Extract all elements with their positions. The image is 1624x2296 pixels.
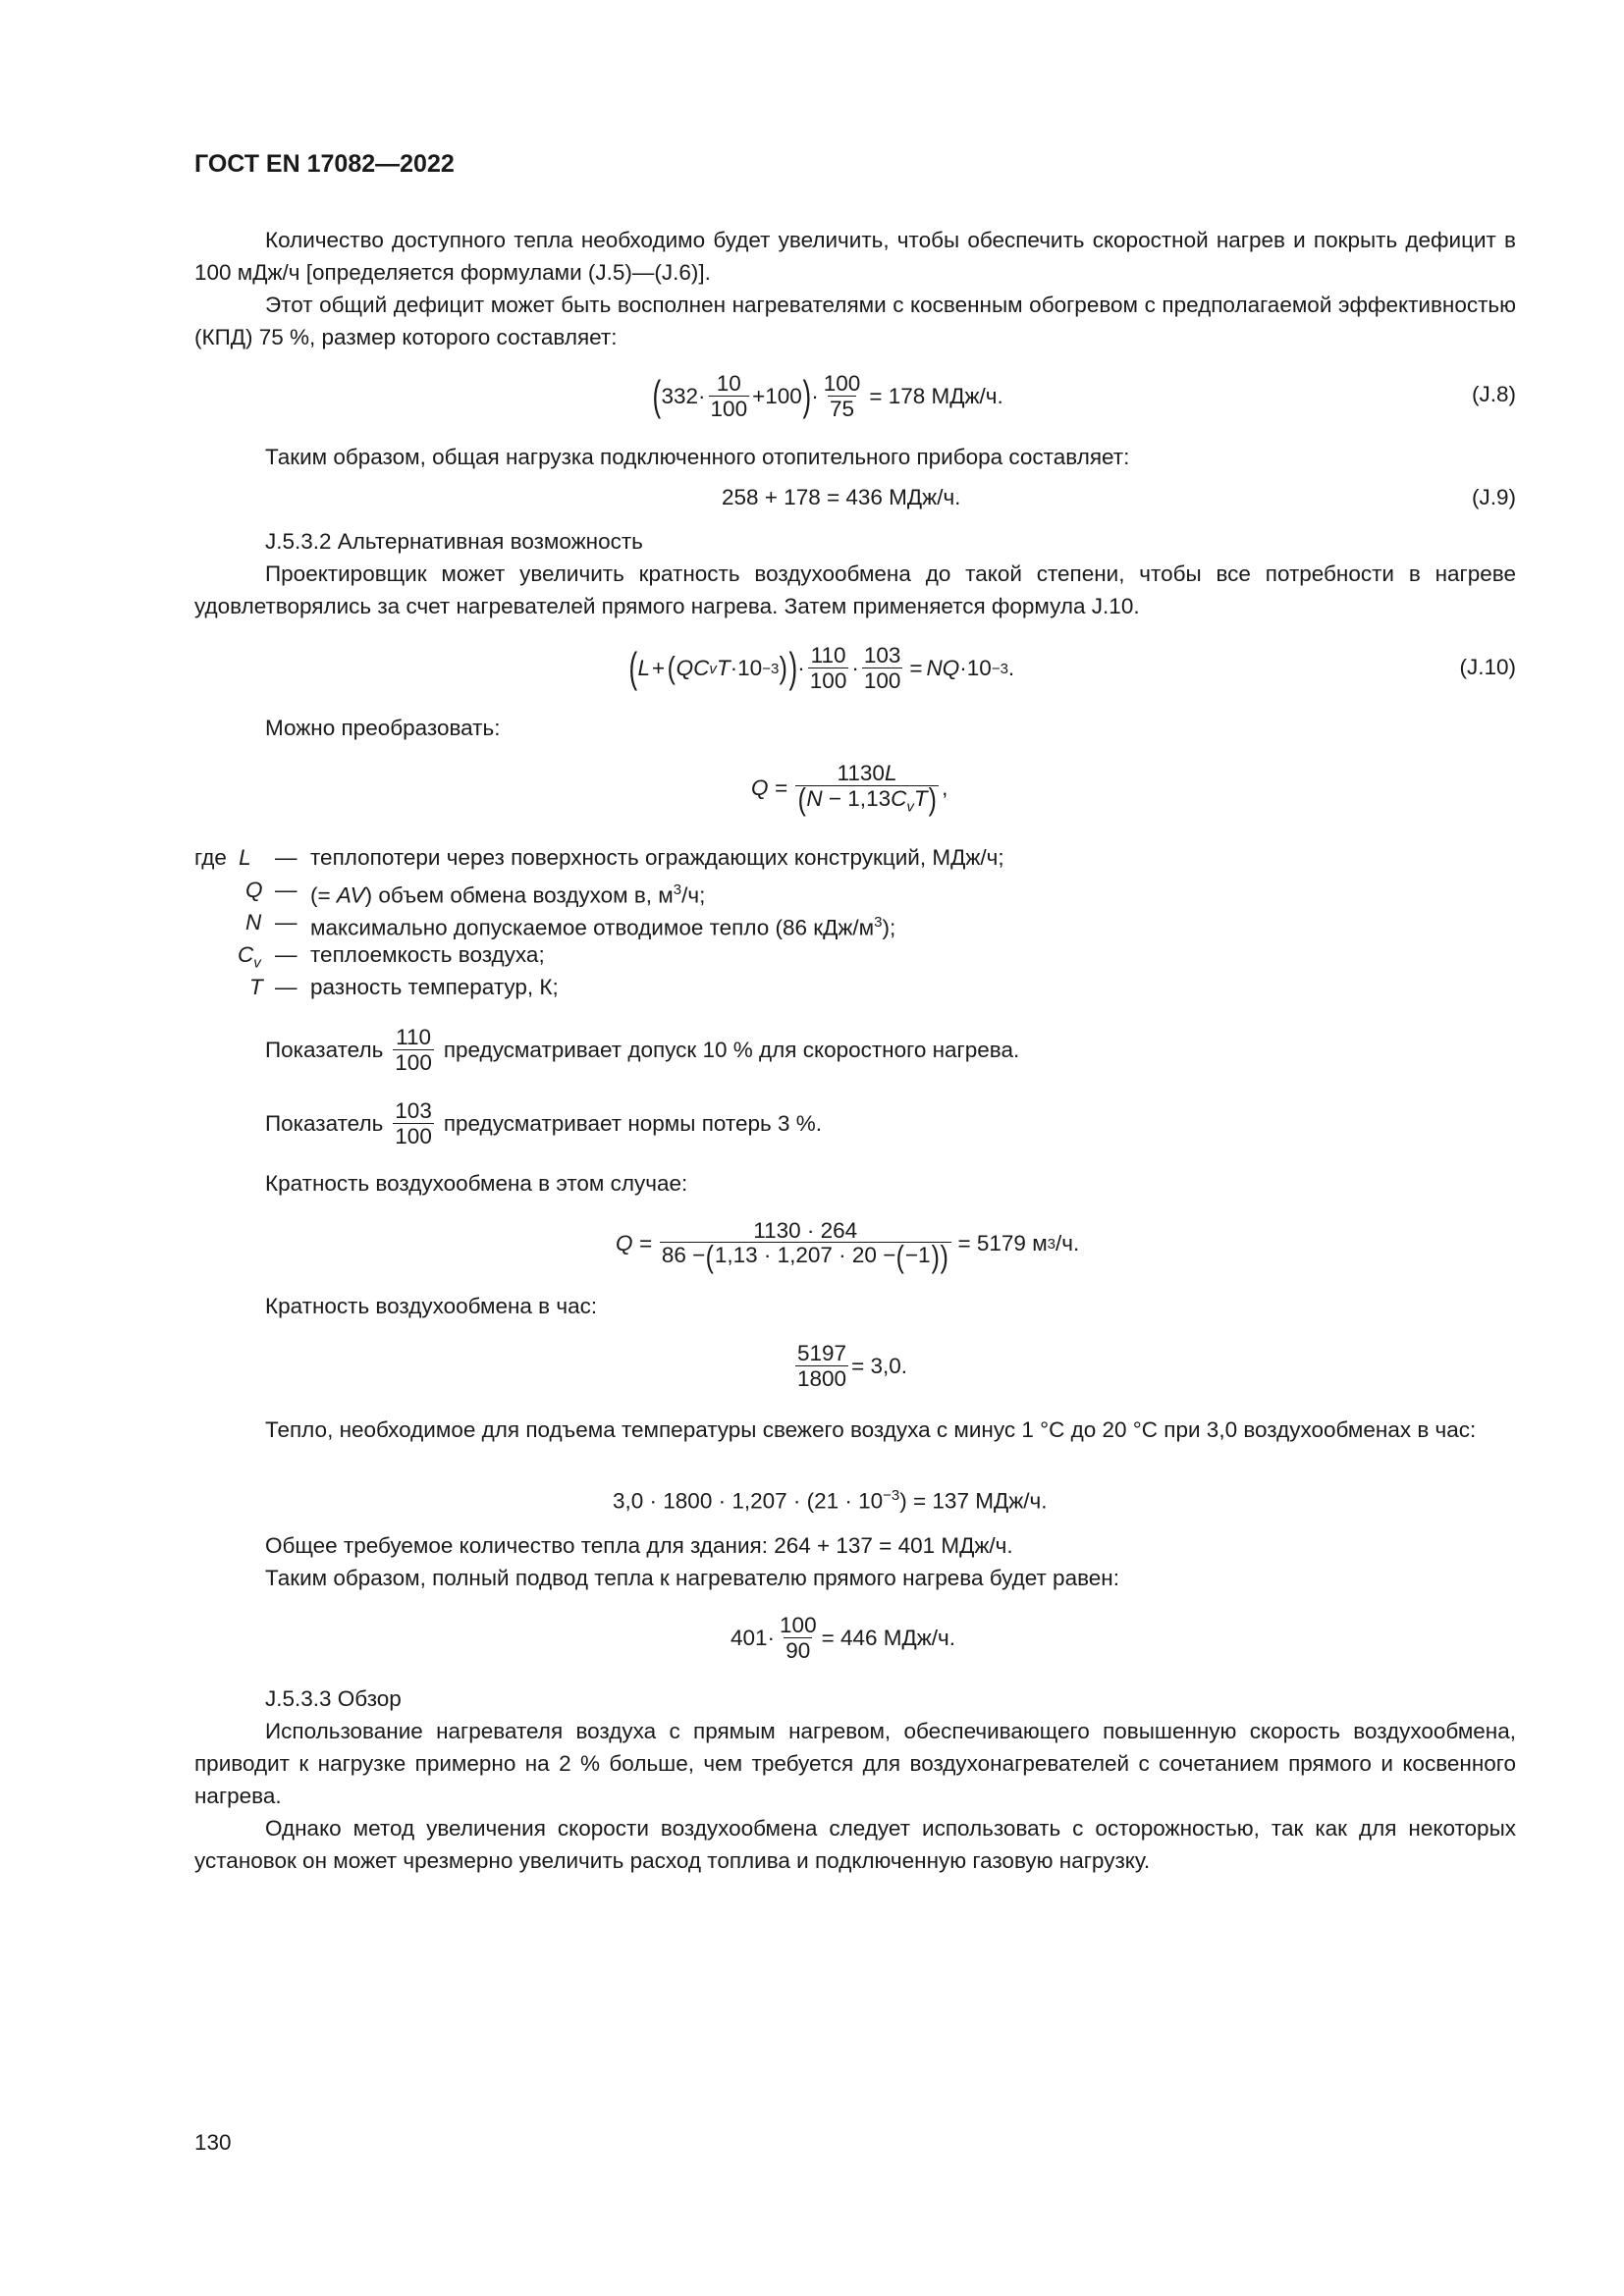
eqQ-lhs: Q = bbox=[751, 775, 787, 800]
eqHeat-sup: −3 bbox=[883, 1487, 900, 1504]
definition-L bbox=[194, 841, 1004, 874]
equation-j9: 258 + 178 = 436 МДж/ч. bbox=[722, 485, 961, 509]
def-AV: AV bbox=[336, 882, 365, 908]
eqH-result: = 3,0. bbox=[851, 1354, 907, 1378]
def-symbol: L bbox=[239, 845, 251, 870]
paren-open: ( bbox=[667, 650, 677, 685]
equation-number-j10: (J.10) bbox=[1459, 655, 1516, 679]
eq10-L: L bbox=[637, 656, 651, 680]
paren-open: ( bbox=[705, 1239, 715, 1274]
eq10-dot: · bbox=[851, 656, 859, 680]
indicator-103 bbox=[265, 1091, 822, 1157]
paren-close: ) bbox=[940, 1239, 948, 1274]
eqQ2-den-a: 86 − bbox=[661, 1243, 706, 1268]
eqQ-num-L: L bbox=[884, 761, 897, 786]
def-text-part: ) объем обмена воздухом в, м bbox=[364, 882, 674, 908]
paragraph-transform: Можно преобразовать: bbox=[265, 716, 501, 740]
paragraph-total-required: Общее требуемое количество тепла для здания: 264 + 137 = 401 МДж/ч. bbox=[265, 1533, 1013, 1558]
paragraph-heat-fresh-air: Тепло, необходимое для подъема температуры свежего воздуха с минус 1 °С до 20 °С при 3,0 воздухообменах в час: bbox=[265, 1417, 1477, 1442]
eqQ2-sup: 3 bbox=[1047, 1235, 1056, 1253]
paragraph-direct-heater: Использование нагревателя воздуха с прямым нагревом, обеспечивающего повышенную скорость воздухообмена, приводит к нагрузке примерно на 2 % больше, чем требуется для воздухонагревателей с сочетанием прямого и косвенного нагрева. bbox=[194, 1719, 1516, 1808]
def-symbol: T bbox=[249, 975, 263, 999]
equation-q-value bbox=[616, 1208, 1079, 1279]
def-text: теплопотери через поверхность ограждающих конструкций, МДж/ч; bbox=[310, 845, 1004, 870]
fraction bbox=[709, 372, 750, 420]
eq10-rhs-exp: −3 bbox=[991, 660, 1008, 677]
fraction bbox=[778, 1614, 819, 1662]
paragraph-designer: Проектировщик может увеличить кратность воздухообмена до такой степени, чтобы все потребности в нагреве удовлетворялись за счет нагревателей прямого нагрева. Затем применяется формула J.10. bbox=[194, 561, 1516, 618]
page-number: 130 bbox=[194, 2130, 232, 2155]
eq10-equals: = bbox=[909, 656, 923, 680]
eqQ2-result: = 5179 м bbox=[957, 1231, 1048, 1255]
equation-hourly bbox=[792, 1332, 907, 1401]
denominator: 100 bbox=[395, 1124, 432, 1148]
def-symbol: N bbox=[245, 910, 262, 934]
indicator-text: предусматривает допуск 10 % для скоростного нагрева. bbox=[443, 1038, 1020, 1062]
indicator-text: предусматривает нормы потерь 3 %. bbox=[443, 1111, 822, 1136]
def-text: разность температур, К; bbox=[310, 975, 559, 999]
denominator: 90 bbox=[785, 1638, 811, 1663]
def-dash: — bbox=[275, 975, 298, 999]
eqQ-den-T: T bbox=[913, 785, 928, 811]
denominator: 100 bbox=[395, 1050, 432, 1075]
fraction bbox=[822, 372, 863, 420]
eqQ-den-v: v bbox=[906, 798, 914, 816]
where-label: где bbox=[194, 845, 227, 870]
def-sup: 3 bbox=[874, 914, 883, 931]
paren-close: ) bbox=[928, 781, 937, 817]
denominator: 100 bbox=[710, 397, 748, 421]
denominator: 1800 bbox=[797, 1366, 847, 1391]
indicator-label: Показатель bbox=[265, 1111, 384, 1136]
eqHeat-part: ) = 137 МДж/ч. bbox=[899, 1488, 1048, 1514]
numerator: 100 bbox=[823, 371, 861, 397]
def-text-part: ); bbox=[882, 915, 896, 940]
numerator: 110 bbox=[810, 643, 846, 668]
section-heading-j533: J.5.3.3 Обзор bbox=[265, 1686, 402, 1711]
def-sup: 3 bbox=[673, 881, 682, 898]
eq401-lhs: 401· bbox=[731, 1626, 776, 1650]
eqQ-den-C: C bbox=[891, 785, 907, 811]
paren-open: ( bbox=[895, 1239, 905, 1274]
eq10-exp: −3 bbox=[762, 660, 780, 677]
eq8-result: = 178 МДж/ч. bbox=[869, 384, 1003, 408]
equation-j10 bbox=[628, 636, 1014, 701]
equation-j8 bbox=[652, 364, 1003, 429]
numerator: 1130 · 264 bbox=[753, 1217, 858, 1243]
eqQ-num: 1130 bbox=[837, 761, 885, 786]
equation-401 bbox=[731, 1603, 955, 1674]
eq10-QC: QC bbox=[676, 656, 710, 680]
def-symbol-C: C bbox=[238, 942, 254, 967]
paren-close: ) bbox=[931, 1239, 940, 1274]
fraction bbox=[660, 1217, 951, 1274]
fraction bbox=[808, 644, 849, 692]
def-symbol-v: v bbox=[253, 954, 261, 972]
eq10-end: . bbox=[1007, 656, 1015, 680]
denominator bbox=[795, 781, 939, 817]
numerator: 10 bbox=[716, 371, 741, 397]
def-dash: — bbox=[275, 878, 298, 902]
eq10-tpow: ·10 bbox=[730, 656, 763, 680]
def-text-part: максимально допускаемое отводимое тепло (86 кДж/м bbox=[310, 915, 875, 940]
paren-close: ) bbox=[802, 372, 811, 419]
paragraph-rate-case: Кратность воздухообмена в этом случае: bbox=[265, 1171, 688, 1196]
paragraph-heat-increase: Количество доступного тепла необходимо будет увеличить, чтобы обеспечить скоростной нагрев и покрыть дефицит в 100 мДж/ч [определяется формулами (J.5)—(J.6)]. bbox=[194, 228, 1516, 285]
fraction bbox=[393, 1099, 434, 1148]
eq8-plus100: +100 bbox=[752, 384, 802, 408]
eqQ2-den-b: 1,13 · 1,207 · 20 − bbox=[714, 1243, 896, 1268]
paren-close: ) bbox=[779, 650, 788, 685]
equation-number-j9: (J.9) bbox=[1472, 485, 1516, 509]
eq10-dot: · bbox=[797, 656, 805, 680]
eqHeat-part: 3,0 · 1800 · 1,207 · (21 · 10 bbox=[613, 1488, 884, 1514]
equation-heat bbox=[613, 1487, 1047, 1515]
fraction bbox=[795, 762, 939, 815]
paren-open: ( bbox=[628, 644, 638, 691]
paragraph-rate-hour: Кратность воздухообмена в час: bbox=[265, 1294, 598, 1318]
def-text-part: /ч; bbox=[681, 882, 706, 908]
paren-open: ( bbox=[652, 372, 662, 419]
eq10-sub-v: v bbox=[709, 660, 717, 677]
paragraph-caution: Однако метод увеличения скорости воздухообмена следует использовать с осторожностью, так как для некоторых установок он может чрезмерно увеличить расход топлива и подключенную газовую нагрузку. bbox=[194, 1816, 1516, 1873]
numerator bbox=[836, 762, 899, 785]
eq8-332: 332· bbox=[661, 384, 706, 408]
fraction bbox=[795, 1342, 848, 1390]
fraction bbox=[862, 644, 903, 692]
denominator bbox=[660, 1239, 951, 1274]
paren-open: ( bbox=[797, 781, 806, 817]
equation-number-j8: (J.8) bbox=[1472, 382, 1516, 406]
eqQ-den-N: N bbox=[806, 785, 823, 811]
eq10-T: T bbox=[716, 656, 731, 680]
eq10-NQ: NQ bbox=[926, 656, 960, 680]
eqQ2-den-c: −1 bbox=[904, 1243, 931, 1268]
indicator-label: Показатель bbox=[265, 1038, 384, 1062]
equation-q-formula bbox=[751, 753, 947, 824]
paragraph-full-supply: Таким образом, полный подвод тепла к нагревателю прямого нагрева будет равен: bbox=[265, 1566, 1119, 1590]
eqQ2-lhs: Q = bbox=[616, 1231, 652, 1255]
eq8-dot: · bbox=[811, 384, 819, 408]
eqQ-den-coef: − 1,13 bbox=[822, 785, 892, 811]
eq401-result: = 446 МДж/ч. bbox=[821, 1626, 956, 1650]
eqQ2-unit: /ч. bbox=[1056, 1231, 1080, 1255]
fraction bbox=[393, 1026, 434, 1074]
def-symbol: Q bbox=[245, 878, 263, 902]
eqQ-comma: , bbox=[942, 775, 948, 800]
paragraph-total-load: Таким образом, общая нагрузка подключенного отопительного прибора составляет: bbox=[265, 445, 1130, 469]
def-dash: — bbox=[275, 942, 298, 967]
paren-close: ) bbox=[788, 644, 797, 691]
document-header: ГОСТ EN 17082—2022 bbox=[194, 150, 455, 178]
denominator: 100 bbox=[863, 668, 901, 693]
eq10-rhs: ·10 bbox=[959, 656, 992, 680]
def-text: теплоемкость воздуха; bbox=[310, 942, 545, 967]
numerator: 103 bbox=[395, 1098, 432, 1124]
def-dash: — bbox=[275, 910, 298, 934]
numerator: 100 bbox=[780, 1613, 817, 1638]
numerator: 5197 bbox=[797, 1341, 847, 1366]
def-text-part: (= bbox=[310, 882, 337, 908]
numerator: 103 bbox=[863, 643, 901, 668]
indicator-110 bbox=[265, 1017, 1019, 1084]
eq10-plus: + bbox=[652, 656, 666, 680]
paragraph-deficit: Этот общий дефицит может быть восполнен нагревателями с косвенным обогревом с предполагаемой эффективностью (КПД) 75 %, размер которого составляет: bbox=[194, 293, 1516, 349]
numerator: 110 bbox=[396, 1025, 431, 1050]
section-heading-j532: J.5.3.2 Альтернативная возможность bbox=[265, 529, 643, 554]
def-dash: — bbox=[275, 845, 298, 870]
denominator: 100 bbox=[809, 668, 847, 693]
denominator: 75 bbox=[830, 397, 855, 421]
